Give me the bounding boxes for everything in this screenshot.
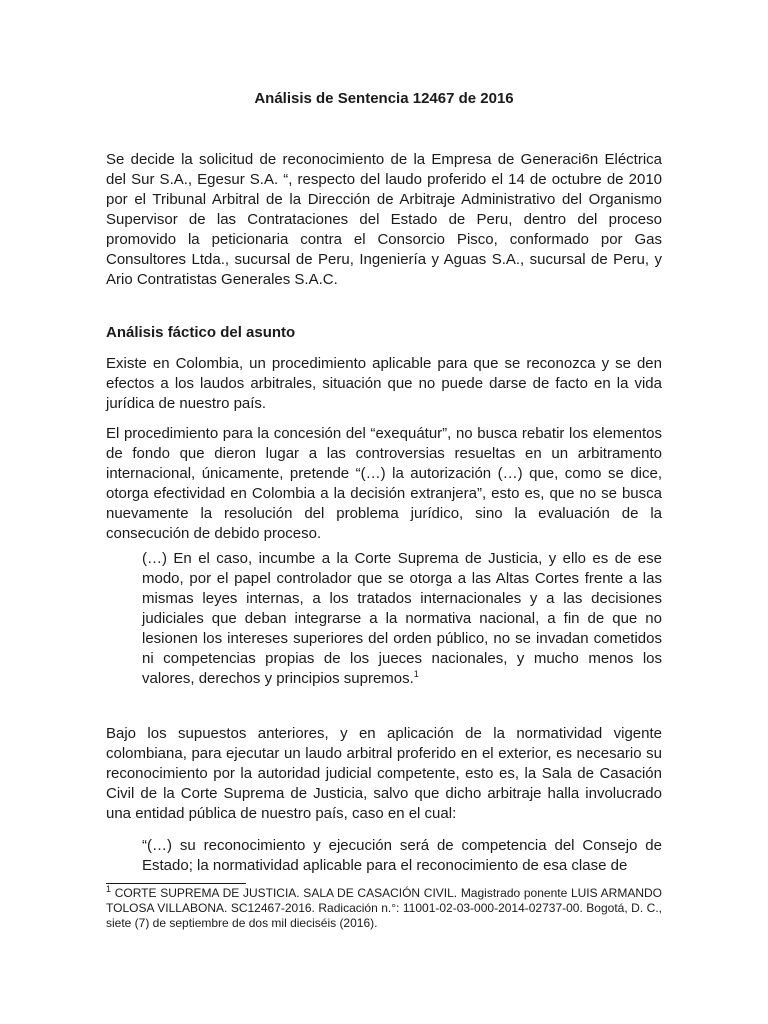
paragraph-1 (106, 354, 662, 414)
block-quote-2 (142, 836, 662, 876)
footnote (106, 886, 662, 931)
section-heading: Análisis fáctico del asunto (106, 324, 296, 341)
paragraph-2-text: El procedimiento para la concesión del “exequátur”, no busca rebatir los elementos de fondo que dieron lugar a las controversias resueltas en un arbitramento internacional, únicamente, pretende “(…) la autorización (…) que, como se dice, otorga efectividad en Colombia a la decisión extranjera”, esto es, que no se busca nuevamente la resolución del problema jurídico, sino la evaluación de la consecución de debido proceso. (106, 425, 662, 542)
footnote-text: CORTE SUPREMA DE JUSTICIA. SALA DE CASACIÓN CIVIL. Magistrado ponente LUIS ARMANDO TOLOSA VILLABONA. SC12467-2016. Radicación n.°: 11001-02-03-000-2014-02737-00. Bogotá, D. C., siete (7) de septiembre de dos mil dieciséis (2016). (106, 886, 662, 930)
block-quote-2-text: “(…) su reconocimiento y ejecución será de competencia del Consejo de Estado; la normatividad aplicable para el reconocimiento de esa clase de (142, 837, 662, 874)
block-quote-1-para (142, 549, 662, 689)
intro-text: Se decide la solicitud de reconocimiento de la Empresa de Generaci6n Eléctrica del Sur S.A., Egesur S.A. “, respecto del laudo proferido el 14 de octubre de 2010 por el Tribunal Arbitral de la Dirección de Arbitraje Administrativo del Organismo Supervisor de las Contrataciones del Estado de Peru, dentro del proceso promovido la peticionaria contra el Consorcio Pisco, conformado por Gas Consultores Ltda., sucursal de Peru, Ingeniería y Aguas S.A., sucursal de Peru, y Ario Contratistas Generales S.A.C. (106, 151, 662, 288)
paragraph-3-text: Bajo los supuestos anteriores, y en aplicación de la normatividad vigente colombiana, para ejecutar un laudo arbitral proferido en el exterior, es necesario su reconocimiento por la autoridad judicial competente, esto es, la Sala de Casación Civil de la Corte Suprema de Justicia, salvo que dicho arbitraje halla involucrado una entidad pública de nuestro país, caso en el cual: (106, 725, 662, 822)
footnote-marker: 1 (106, 884, 112, 894)
paragraph-1-text: Existe en Colombia, un procedimiento aplicable para que se reconozca y se den efectos a los laudos arbitrales, situación que no puede darse de facto en la vida jurídica de nuestro país. (106, 355, 662, 412)
intro-paragraph (106, 150, 662, 290)
document-title: Análisis de Sentencia 12467 de 2016 (254, 90, 514, 107)
paragraph-2 (106, 424, 662, 544)
block-quote-1-text: (…) En el caso, incumbe a la Corte Suprema de Justicia, y ello es de ese modo, por el papel controlador que se otorga a las Altas Cortes frente a las mismas leyes internas, a los tratados internacionales y a las decisiones judiciales que deban integrarse a la normativa nacional, a fin de que no lesionen los intereses superiores del orden público, no se invadan cometidos ni competencias propias de los jueces nacionales, y mucho menos los valores, derechos y principios supremos. (142, 550, 662, 687)
block-quote-1 (142, 549, 662, 689)
footnote-divider (106, 883, 246, 884)
footnote-reference[interactable]: 1 (413, 669, 419, 679)
paragraph-3 (106, 724, 662, 824)
